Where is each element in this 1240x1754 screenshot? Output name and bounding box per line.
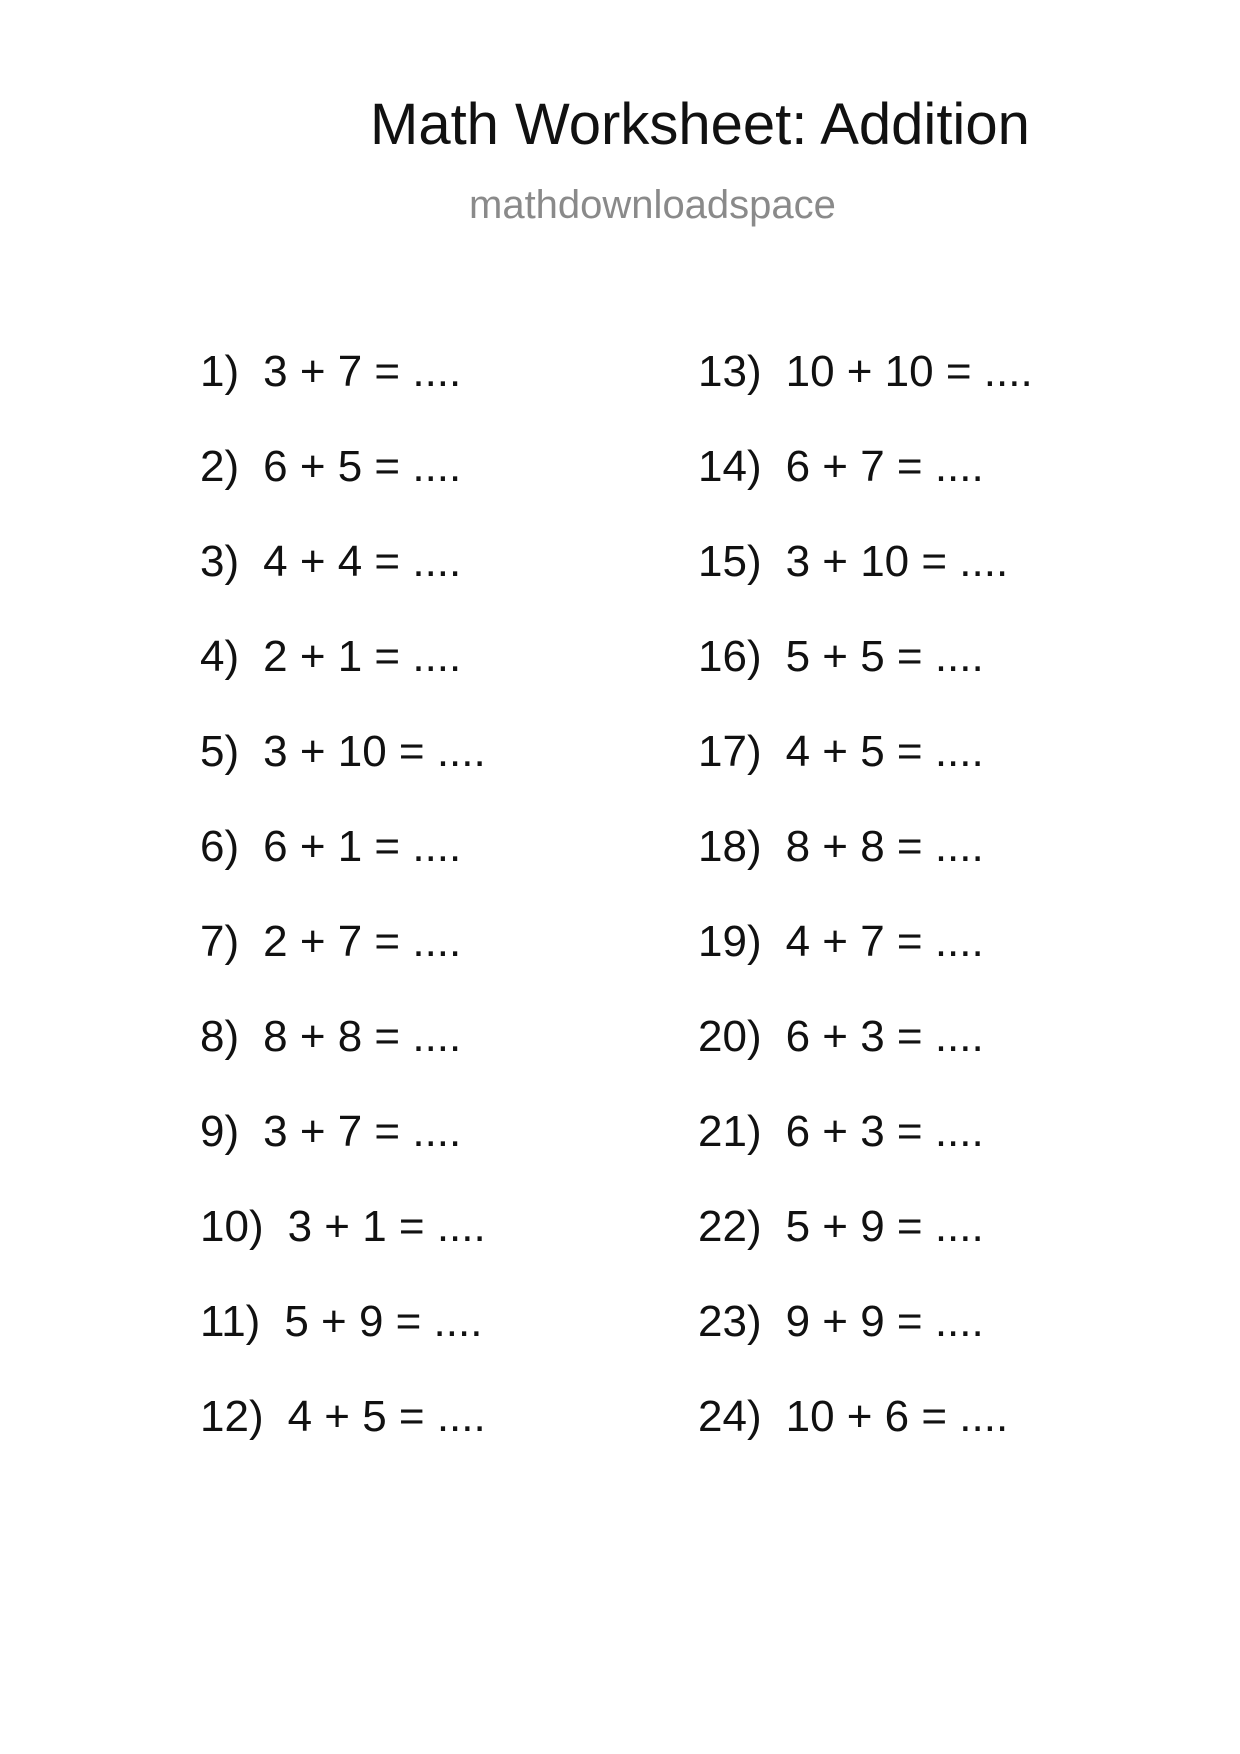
problem-item: [200, 822, 486, 920]
problem-expression: 2 + 7 = ....: [263, 917, 462, 966]
problem-expression: 8 + 8 = ....: [263, 1012, 462, 1061]
problem-expression: 5 + 9 = ....: [284, 1297, 483, 1346]
problem-item: [200, 632, 486, 730]
problem-expression: 6 + 3 = ....: [785, 1012, 984, 1061]
problem-item: [698, 1202, 1033, 1300]
problem-item: [698, 1392, 1033, 1490]
problem-item: [698, 347, 1033, 445]
problem-item: [698, 632, 1033, 730]
problem-number: 1): [200, 347, 240, 396]
problem-expression: 3 + 10 = ....: [785, 537, 1009, 586]
problem-expression: 5 + 9 = ....: [785, 1202, 984, 1251]
problem-expression: 9 + 9 = ....: [785, 1297, 984, 1346]
problem-number: 13): [698, 347, 762, 396]
problem-number: 20): [698, 1012, 762, 1061]
problem-expression: 4 + 5 = ....: [287, 1392, 486, 1441]
problem-number: 7): [200, 917, 240, 966]
problem-number: 2): [200, 442, 240, 491]
problem-number: 18): [698, 822, 762, 871]
problem-number: 3): [200, 537, 240, 586]
problem-expression: 3 + 10 = ....: [263, 727, 486, 776]
problem-number: 14): [698, 442, 762, 491]
problem-item: [200, 1012, 486, 1110]
problem-number: 9): [200, 1107, 240, 1156]
problem-item: [200, 347, 486, 445]
page-title: Math Worksheet: Addition: [370, 92, 1030, 157]
problem-item: [698, 442, 1033, 540]
problem-number: 12): [200, 1392, 264, 1441]
problem-number: 23): [698, 1297, 762, 1346]
problem-item: [200, 727, 486, 825]
problem-expression: 6 + 7 = ....: [785, 442, 984, 491]
problem-item: [200, 917, 486, 1015]
problem-expression: 3 + 7 = ....: [263, 347, 462, 396]
problem-item: [698, 1107, 1033, 1205]
problem-expression: 10 + 10 = ....: [785, 347, 1033, 396]
problem-item: [200, 1107, 486, 1205]
problem-number: 16): [698, 632, 762, 681]
problem-number: 10): [200, 1202, 264, 1251]
problem-item: [200, 442, 486, 540]
problem-expression: 6 + 3 = ....: [785, 1107, 984, 1156]
problem-item: [200, 1297, 486, 1395]
problem-item: [200, 1392, 486, 1490]
problem-column-right: [698, 347, 1033, 1490]
problem-item: [200, 1202, 486, 1300]
problem-item: [698, 1297, 1033, 1395]
problem-item: [698, 1012, 1033, 1110]
problem-expression: 4 + 4 = ....: [263, 537, 462, 586]
problem-expression: 6 + 1 = ....: [263, 822, 462, 871]
problem-number: 4): [200, 632, 240, 681]
problem-number: 19): [698, 917, 762, 966]
problem-item: [698, 917, 1033, 1015]
problem-item: [698, 727, 1033, 825]
problem-number: 22): [698, 1202, 762, 1251]
problem-column-left: [200, 347, 486, 1490]
problem-expression: 5 + 5 = ....: [785, 632, 984, 681]
problem-expression: 3 + 7 = ....: [263, 1107, 462, 1156]
problem-expression: 4 + 7 = ....: [785, 917, 984, 966]
problem-expression: 4 + 5 = ....: [785, 727, 984, 776]
problem-number: 11): [200, 1297, 261, 1346]
problem-number: 21): [698, 1107, 762, 1156]
problem-number: 17): [698, 727, 762, 776]
problem-expression: 8 + 8 = ....: [785, 822, 984, 871]
problem-expression: 3 + 1 = ....: [287, 1202, 486, 1251]
problem-item: [698, 537, 1033, 635]
problem-number: 24): [698, 1392, 762, 1441]
page-subtitle: mathdownloadspace: [469, 183, 836, 227]
problem-expression: 10 + 6 = ....: [785, 1392, 1009, 1441]
problem-number: 5): [200, 727, 240, 776]
problem-item: [200, 537, 486, 635]
problem-expression: 6 + 5 = ....: [263, 442, 462, 491]
problem-number: 15): [698, 537, 762, 586]
problem-number: 6): [200, 822, 240, 871]
problem-expression: 2 + 1 = ....: [263, 632, 462, 681]
problem-number: 8): [200, 1012, 240, 1061]
problem-item: [698, 822, 1033, 920]
